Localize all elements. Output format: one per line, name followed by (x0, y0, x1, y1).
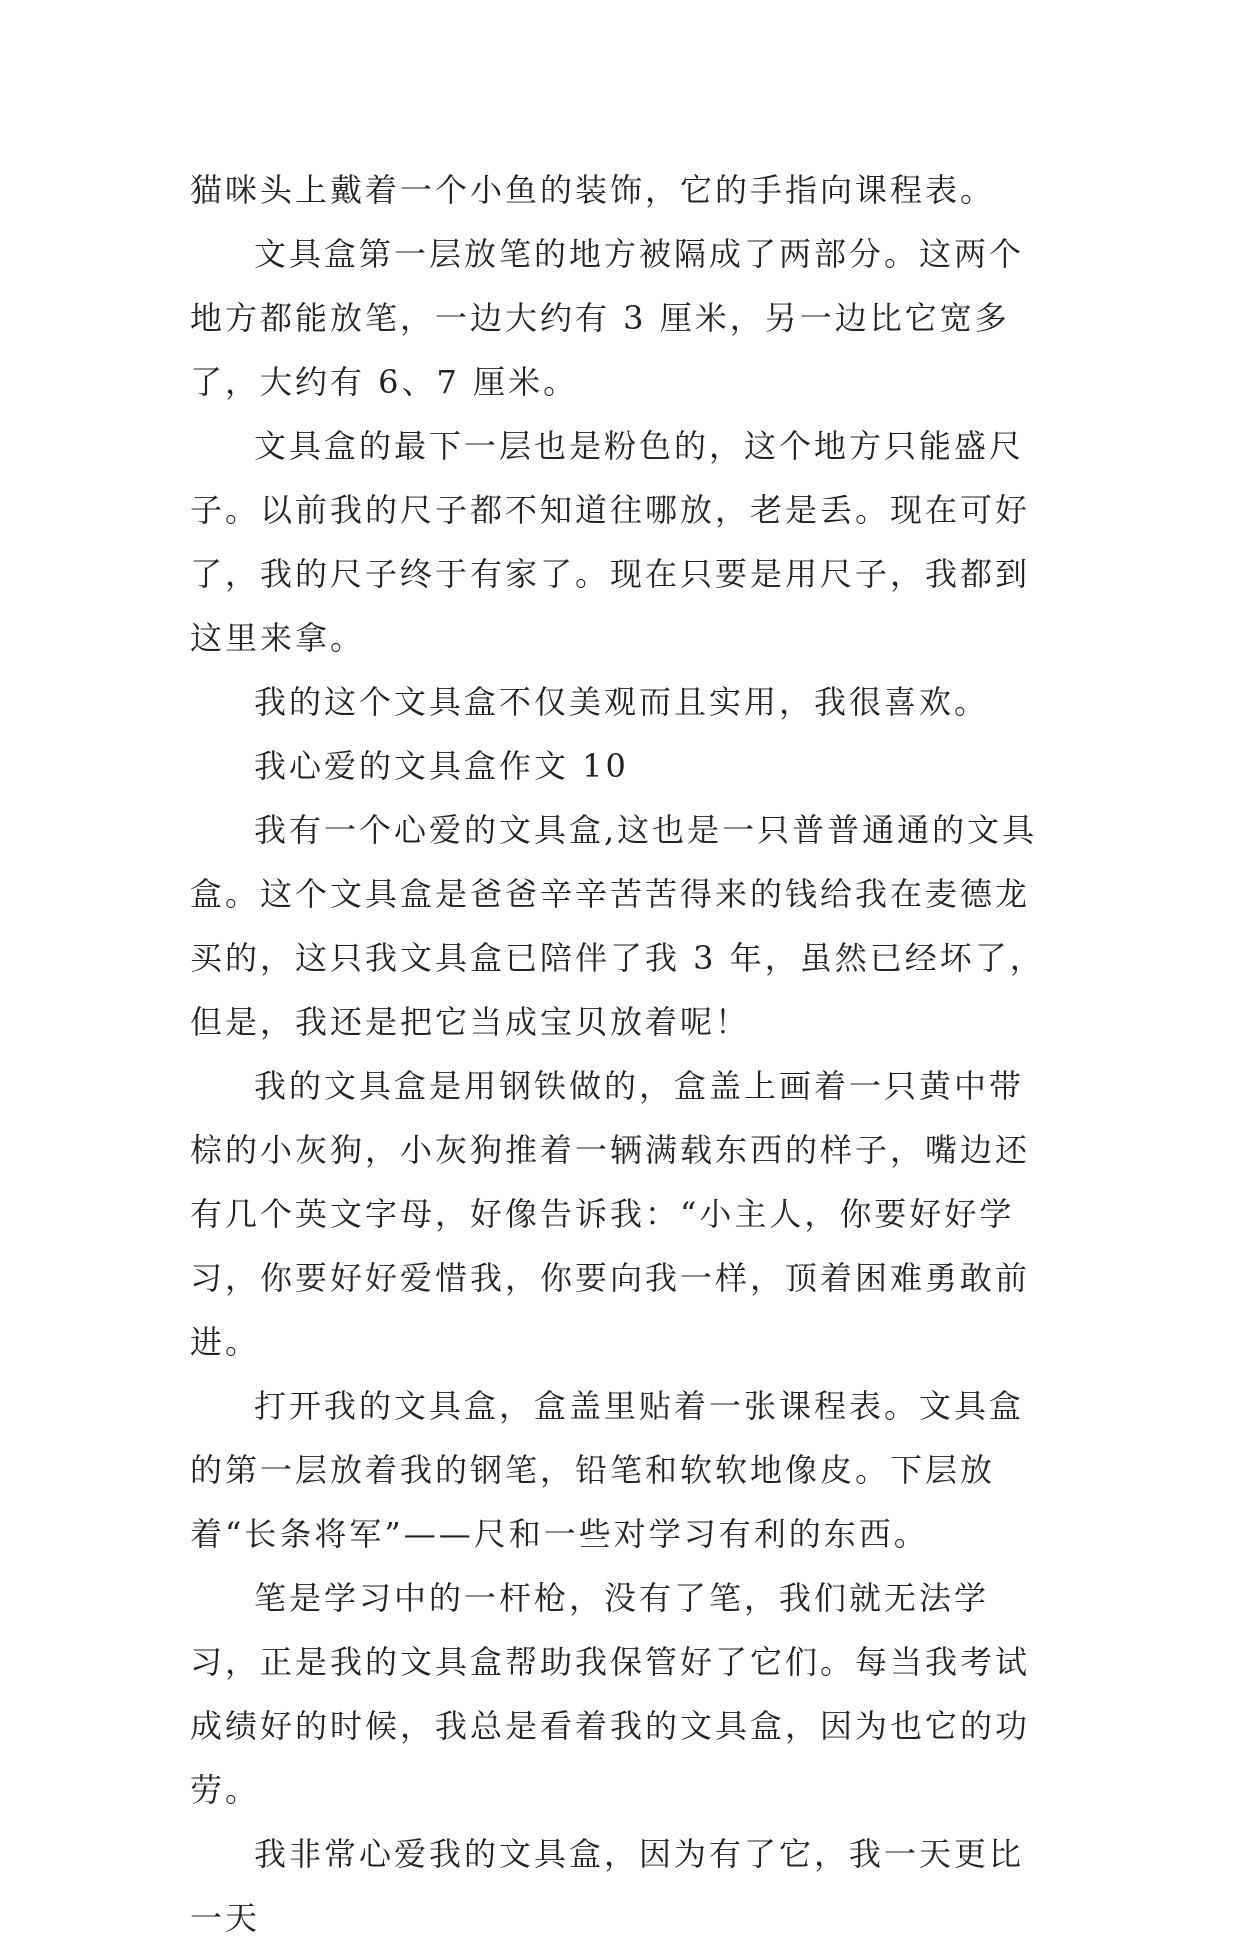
paragraph: 打开我的文具盒，盒盖里贴着一张课程表。文具盒的第一层放着我的钢笔，铅笔和软软地像皮。下层放着“长条将军”——尺和一些对学习有利的东西。 (190, 1387, 1025, 1553)
paragraph: 文具盒第一层放笔的地方被隔成了两部分。这两个地方都能放笔，一边大约有 3 厘米，另一边比它宽多了，大约有 6、7 厘米。 (190, 235, 1025, 401)
section-heading: 我心爱的文具盒作文 10 (254, 747, 629, 785)
paragraph: 文具盒的最下一层也是粉色的，这个地方只能盛尺子。以前我的尺子都不知道往哪放，老是丢。现在可好了，我的尺子终于有家了。现在只要是用尺子，我都到这里来拿。 (190, 427, 1031, 657)
paragraph: 我的这个文具盒不仅美观而且实用，我很喜欢。 (254, 683, 990, 721)
paragraph: 我的文具盒是用钢铁做的，盒盖上画着一只黄中带棕的小灰狗，小灰狗推着一辆满载东西的样子，嘴边还有几个英文字母，好像告诉我：“小主人，你要好好学习，你要好好爱惜我，你要向我一样，顶着困难勇敢前进。 (190, 1067, 1031, 1361)
paragraph: 我有一个心爱的文具盒,这也是一只普普通通的文具盒。这个文具盒是爸爸辛辛苦苦得来的钱给我在麦德龙买的，这只我文具盒已陪伴了我 3 年，虽然已经坏了，但是，我还是把它当成宝贝放着呢！ (190, 811, 1045, 1041)
paragraph: 笔是学习中的一杆枪，没有了笔，我们就无法学习，正是我的文具盒帮助我保管好了它们。每当我考试成绩好的时候，我总是看着我的文具盒，因为也它的功劳。 (190, 1579, 1031, 1809)
document-body (190, 158, 1050, 1950)
paragraph-continuation: 猫咪头上戴着一个小鱼的装饰，它的手指向课程表。 (190, 171, 996, 209)
paragraph: 我非常心爱我的文具盒，因为有了它，我一天更比一天 (190, 1835, 1025, 1937)
